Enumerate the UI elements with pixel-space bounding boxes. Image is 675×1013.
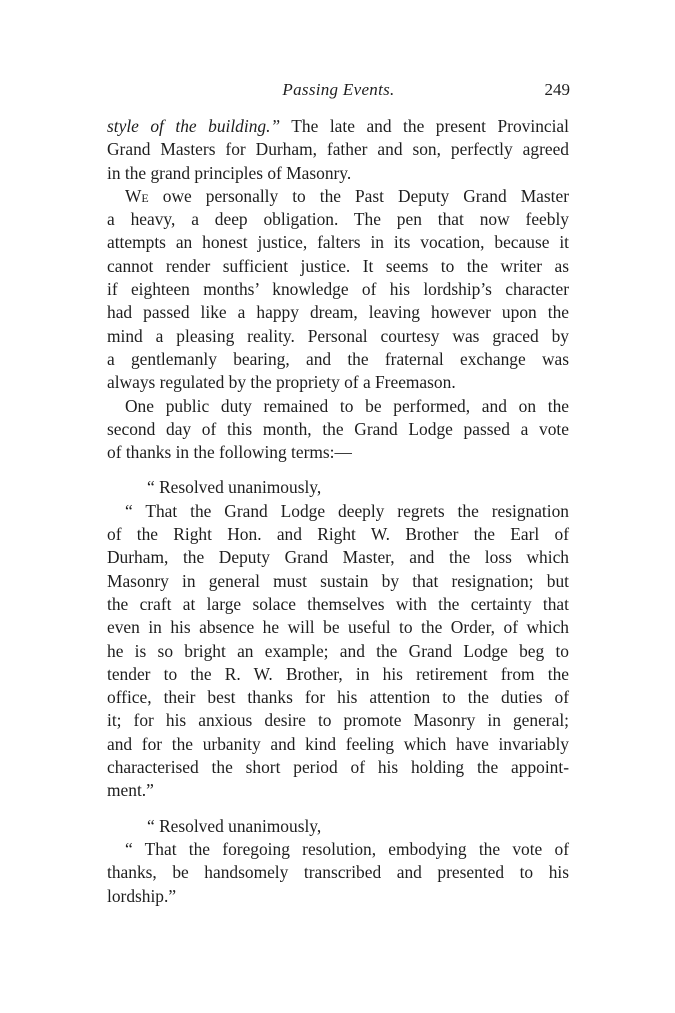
resolution-heading xyxy=(107,476,569,499)
spacer xyxy=(107,464,569,476)
text-line: lordship.” xyxy=(107,885,177,906)
text-line: Durham, the Deputy Grand Master, and the loss which xyxy=(107,547,569,568)
text-line: had passed like a happy dream, leaving however upon the xyxy=(107,302,569,323)
text-line: “ Resolved unanimously, xyxy=(147,815,322,836)
text-line: office, their best thanks for his attention to the duties of xyxy=(107,687,569,708)
resolution-heading xyxy=(107,815,569,838)
text-line: a gentlemanly bearing, and the fraternal exchange was xyxy=(107,348,569,369)
text-line: attempts an honest justice, falters in its vocation, because it xyxy=(107,232,569,253)
page-header xyxy=(107,80,570,106)
resolution-text xyxy=(107,500,569,803)
text-line: characterised the short period of his holding the appoint- xyxy=(107,757,569,778)
small-caps-opening: We xyxy=(125,185,149,206)
text-line: ment.” xyxy=(107,780,154,801)
text-line: he is so bright an example; and the Grand Lodge beg to xyxy=(107,640,569,661)
text-line: Masonry in general must sustain by that resignation; but xyxy=(107,570,569,591)
text-line: even in his absence he will be useful to the Order, of which xyxy=(107,617,569,638)
text-line: the craft at large solace themselves with the certainty that xyxy=(107,593,569,614)
text-line: Grand Masters for Durham, father and son, perfectly agreed xyxy=(107,139,569,160)
paragraph-public-duty xyxy=(107,395,569,465)
text-line: “ That the Grand Lodge deeply regrets the resignation xyxy=(125,500,569,521)
text-line: cannot render sufficient justice. It seems to the writer as xyxy=(107,255,569,276)
text-line: One public duty remained to be performed, and on the xyxy=(125,395,569,416)
text-line: “ That the foregoing resolution, embodying the vote of xyxy=(125,838,569,859)
text-line: if eighteen months’ knowledge of his lordship’s character xyxy=(107,279,569,300)
text-line: it; for his anxious desire to promote Masonry in general; xyxy=(107,710,569,731)
line-text: The late and the present Provincial xyxy=(280,116,569,136)
paragraph-obligation xyxy=(107,185,569,395)
text-line: a heavy, a deep obligation. The pen that now feebly xyxy=(107,209,569,230)
text-line: mind a pleasing reality. Personal courtesy was graced by xyxy=(107,325,569,346)
text-line: of thanks in the following terms:— xyxy=(107,442,352,463)
text-line: always regulated by the propriety of a Freemason. xyxy=(107,372,456,393)
italic-quote: style of the building.” xyxy=(107,116,281,136)
line-text: owe personally to the Past Deputy Grand Master xyxy=(148,185,569,206)
text-line xyxy=(107,185,569,208)
text-line: second day of this month, the Grand Lodge passed a vote xyxy=(107,418,569,439)
text-line xyxy=(107,115,569,138)
text-line: “ Resolved unanimously, xyxy=(147,477,322,498)
text-line: and for the urbanity and kind feeling which have invariably xyxy=(107,733,569,754)
spacer xyxy=(107,803,569,815)
text-line: in the grand principles of Masonry. xyxy=(107,162,352,183)
page-body xyxy=(107,115,569,908)
text-line: tender to the R. W. Brother, in his retirement from the xyxy=(107,663,569,684)
paragraph-continuation xyxy=(107,115,569,185)
resolution-text xyxy=(107,838,569,908)
page-number: 249 xyxy=(544,80,570,99)
running-title: Passing Events. xyxy=(282,80,395,99)
text-line: thanks, be handsomely transcribed and presented to his xyxy=(107,862,569,883)
text-line: of the Right Hon. and Right W. Brother the Earl of xyxy=(107,524,569,545)
